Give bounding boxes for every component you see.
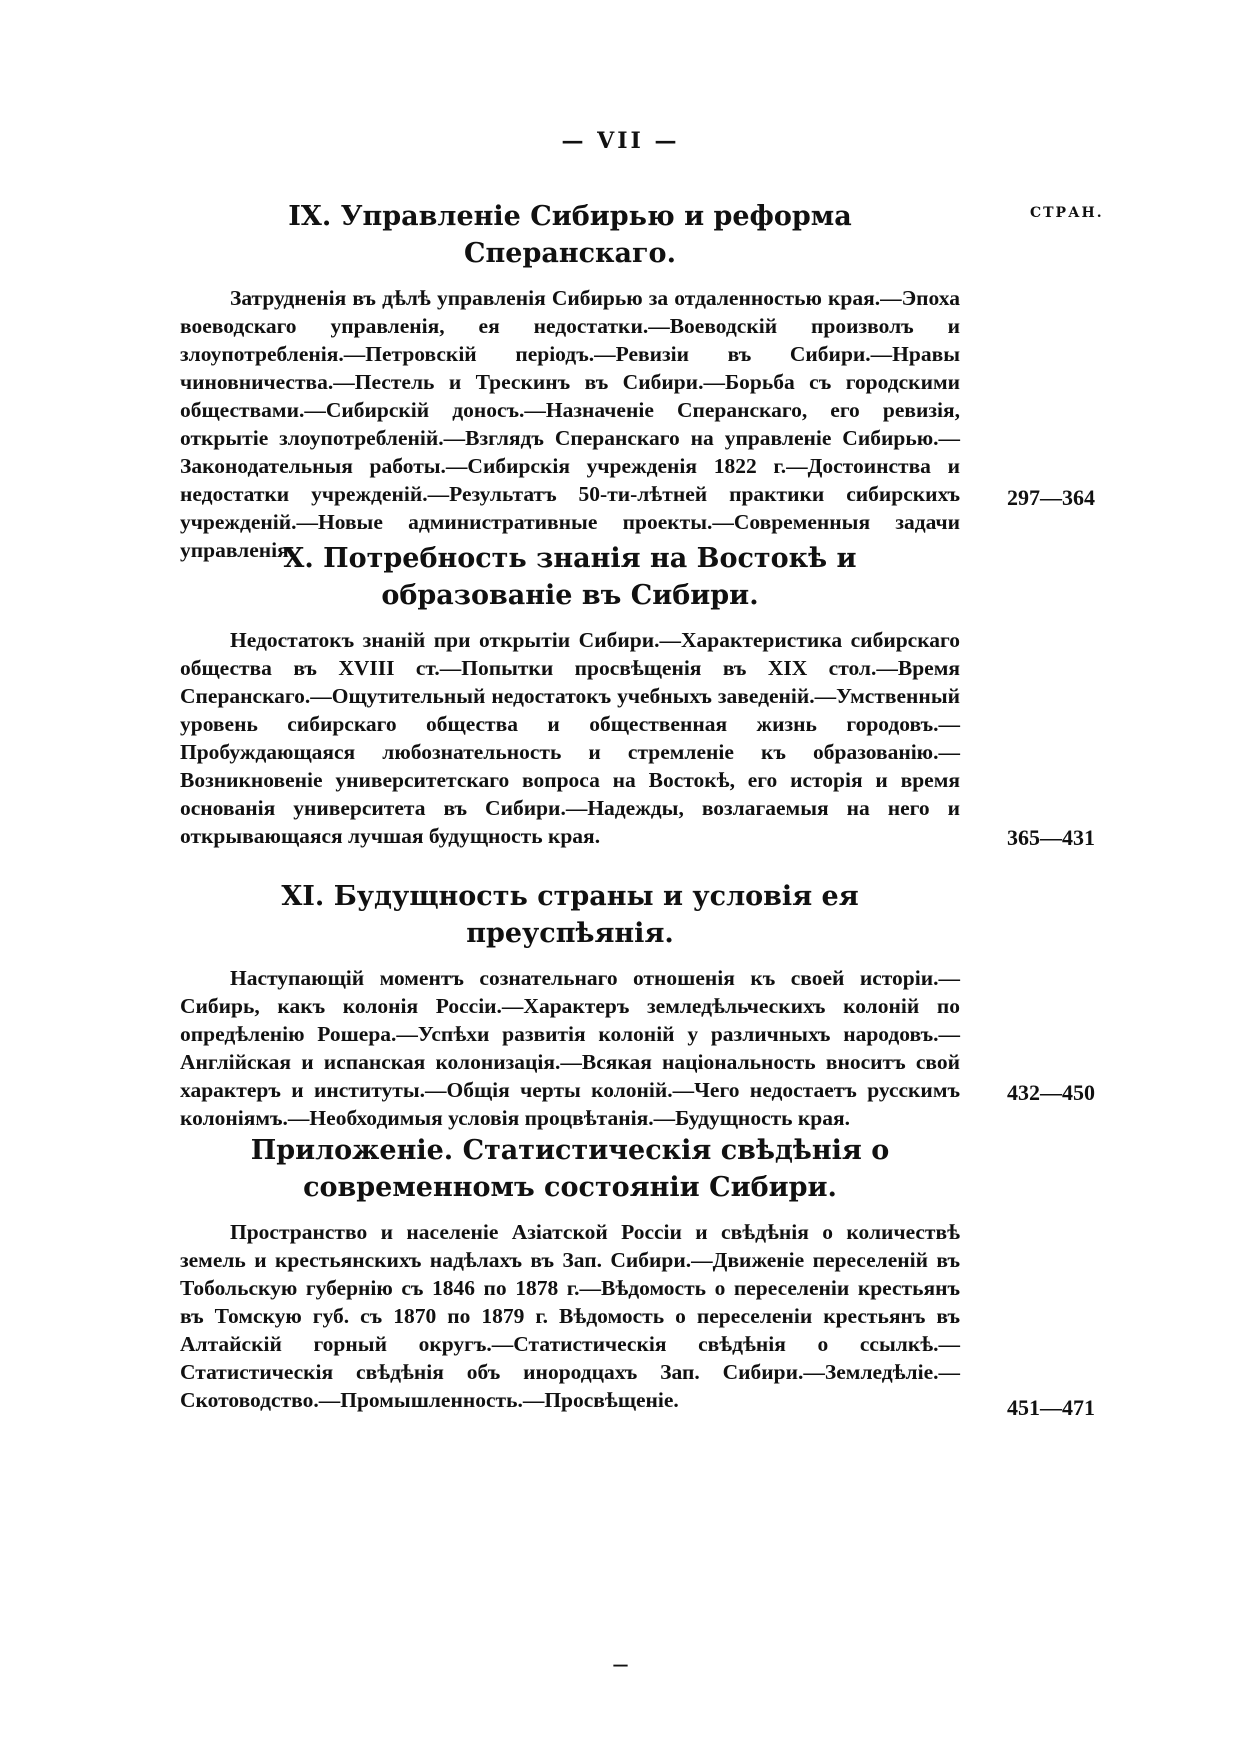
section-summary: Недостатокъ знаній при открытіи Сибири.—Характеристика сибирскаго общества въ XVIII ст.—Попытки просвѣщенія въ XIX стол.—Время Сперанскаго.—Ощутительный недостатокъ учебныхъ заведеній.—Умственный уровень сибирскаго общества и общественная жизнь городовъ.—Пробуждающаяся любознательность и стремленіе къ образованію.—Возникновеніе университетскаго вопроса на Востокѣ, его исторія и время основанія университета въ Сибири.—Надежды, возлагаемыя на него и открывающаяся лучшая будущность края. [180,628,960,848]
section-summary: Пространство и населеніе Азіатской Россіи и свѣдѣнія о количествѣ земель и крестьянскихъ надѣлахъ въ Зап. Сибири.—Движеніе переселеній въ Тобольскую губернію съ 1846 по 1878 г.—Вѣдомость о переселеніи крестьянъ въ Томскую губ. съ 1870 по 1879 г. Вѣдомость о переселеніи крестьянъ въ Алтайскій горный округъ.—Статистическія свѣдѣнія о ссылкѣ.—Статистическія свѣдѣнія объ инородцахъ Зап. Сибири.—Земледѣліе.—Скотоводство.—Промышленность.—Просвѣщеніе. [180,1220,960,1412]
footer-mark: — [612,1655,629,1674]
page-number: — VII — [561,128,680,154]
section-pages: 432—450 [1007,1080,1095,1105]
section-pages: 365—431 [1007,825,1095,850]
section-title: IX. Управленіе Сибирью и реформа Сперанскаго. [288,201,852,269]
toc-section-xi [180,878,960,1132]
section-title: X. Потребность знанія на Востокѣ и образованіе въ Сибири. [283,543,857,611]
section-pages: 297—364 [1007,485,1095,510]
toc-appendix [180,1132,960,1414]
section-title: Приложеніе. Статистическія свѣдѣнія о современномъ состояніи Сибири. [250,1135,890,1203]
toc-section-ix [180,198,960,564]
section-summary: Наступающій моментъ сознательнаго отношенія къ своей исторіи.—Сибирь, какъ колонія Россіи.—Характеръ земледѣльческихъ колоній по опредѣленію Рошера.—Успѣхи развитія колоній у различныхъ народовъ.—Англійская и испанская колонизація.—Всякая національность вноситъ свой характеръ и институты.—Общія черты колоній.—Чего недостаетъ русскимъ колоніямъ.—Необходимыя условія процвѣтанія.—Будущность края. [180,966,960,1130]
toc-section-x [180,540,960,850]
section-title: XI. Будущность страны и условія ея преуспѣянія. [281,881,859,949]
pages-column-header: СТРАН. [1030,205,1104,221]
section-pages: 451—471 [1007,1395,1095,1420]
section-summary: Затрудненія въ дѣлѣ управленія Сибирью за отдаленностью края.—Эпоха воеводскаго управленія, ея недостатки.—Воеводскій произволъ и злоупотребленія.—Петровскій періодъ.—Ревизіи въ Сибири.—Нравы чиновничества.—Пестель и Трескинъ въ Сибири.—Борьба съ городскими обществами.—Сибирскій доносъ.—Назначеніе Сперанскаго, его ревизія, открытіе злоупотребленій.—Взглядъ Сперанскаго на управленіе Сибирью.—Законодательныя работы.—Сибирскія учрежденія 1822 г.—Достоинства и недостатки учрежденій.—Результатъ 50-ти-лѣтней практики сибирскихъ учрежденій.—Новые административные проекты.—Современныя задачи управленія. [180,286,960,562]
